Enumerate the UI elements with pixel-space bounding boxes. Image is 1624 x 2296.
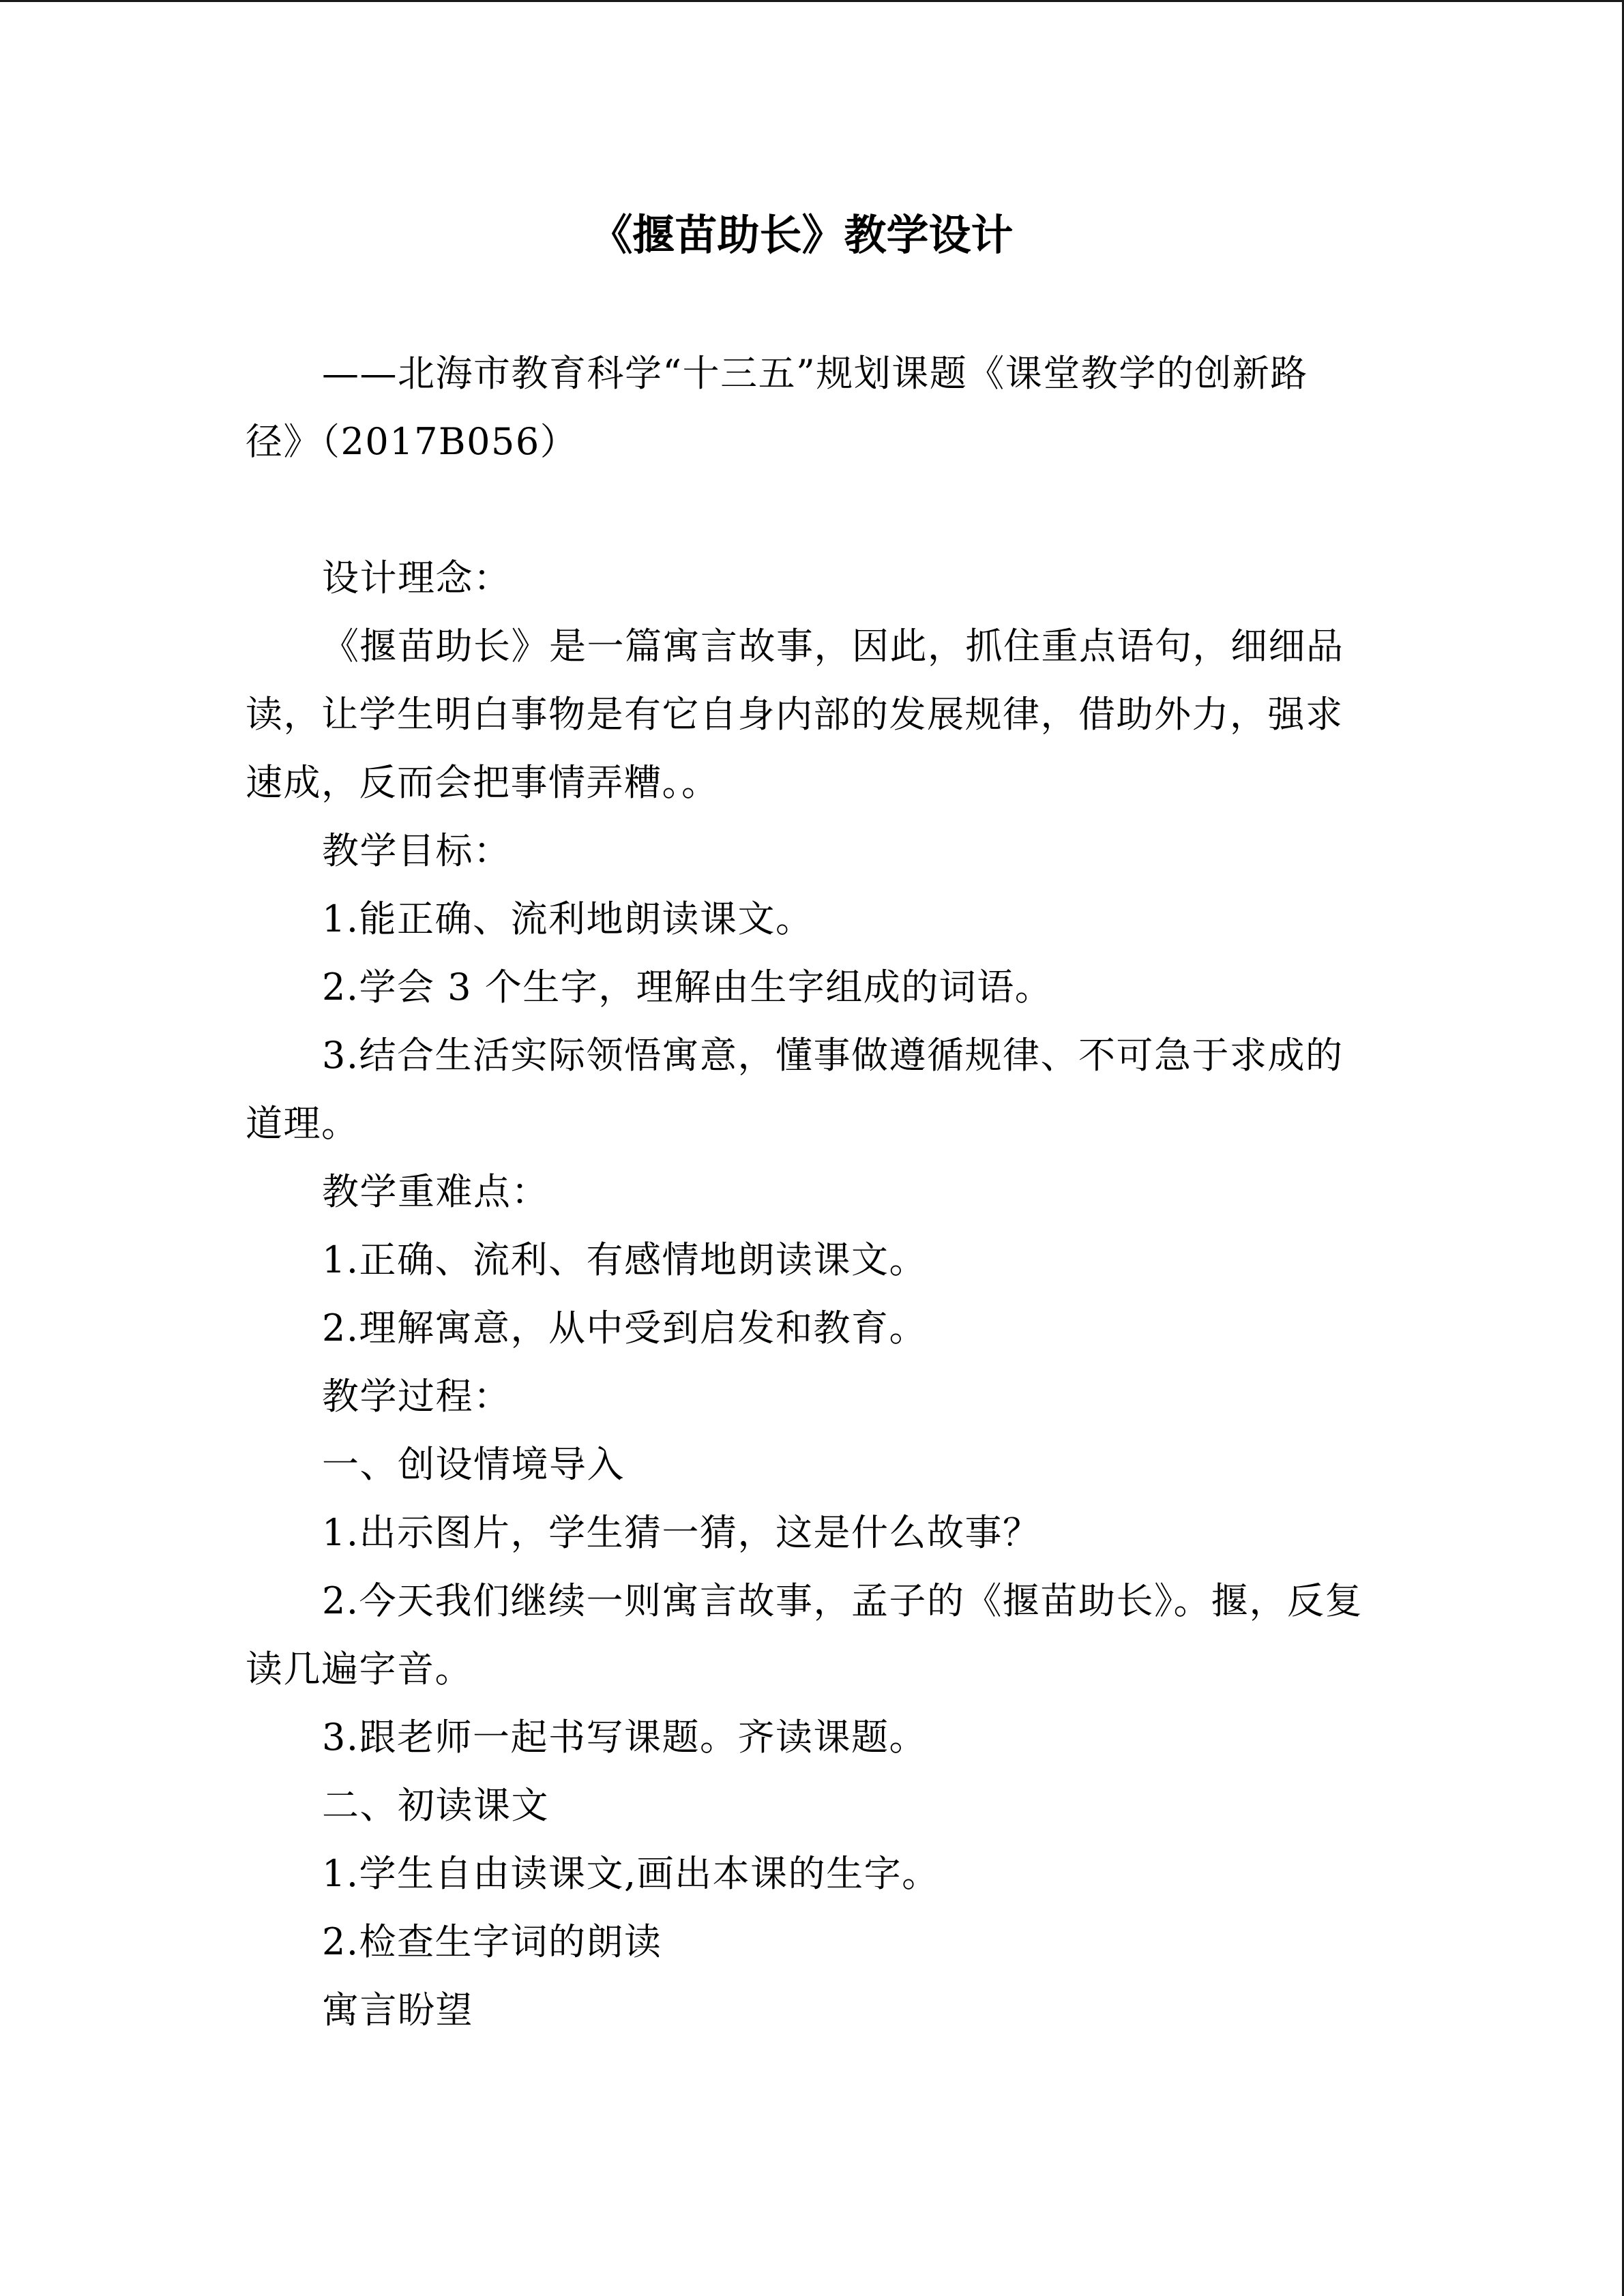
- process-section-1-item-1: 1.出示图片，学生猜一猜，这是什么故事？: [322, 1511, 1041, 1554]
- objective-item-3: 3.结合生活实际领悟寓意，懂事做遵循规律、不可急于求成的: [322, 1034, 1344, 1077]
- key-difficulties-heading: 教学重难点：: [322, 1170, 549, 1213]
- design-concept-paragraph-line-3: 速成，反而会把事情弄糟。。: [246, 761, 720, 804]
- design-concept-heading: 设计理念：: [322, 556, 512, 599]
- process-section-1-item-2: 2.今天我们继续一则寓言故事，孟子的《揠苗助长》。揠，反复: [322, 1579, 1363, 1622]
- process-section-2-heading: 二、初读课文: [322, 1784, 549, 1827]
- process-section-2-item-1: 1.学生自由读课文,画出本课的生字。: [322, 1852, 940, 1895]
- objective-item-2: 2.学会 3 个生字，理解由生字组成的词语。: [322, 966, 1053, 1009]
- design-concept-paragraph-line-2: 读，让学生明白事物是有它自身内部的发展规律，借助外力，强求: [246, 693, 1344, 736]
- process-section-1-heading: 一、创设情境导入: [322, 1443, 625, 1486]
- objective-item-3-continuation: 道理。: [246, 1102, 359, 1145]
- subtitle-line-2: 径》（2017B056）: [246, 420, 578, 463]
- process-section-2-item-2: 2.检查生字词的朗读: [322, 1920, 662, 1963]
- process-heading: 教学过程：: [322, 1375, 512, 1418]
- subtitle-line-1: ——北海市教育科学“十三五”规划课题《课堂教学的创新路: [322, 352, 1308, 395]
- process-section-1-item-3: 3.跟老师一起书写课题。齐读课题。: [322, 1716, 928, 1759]
- objectives-heading: 教学目标：: [322, 829, 512, 872]
- document-title-text: 《揠苗助长》教学设计: [590, 210, 1014, 260]
- key-difficulty-item-2: 2.理解寓意，从中受到启发和教育。: [322, 1307, 928, 1350]
- process-section-1-item-2-continuation: 读几遍字音。: [246, 1648, 473, 1690]
- key-difficulty-item-1: 1.正确、流利、有感情地朗读课文。: [322, 1238, 928, 1281]
- process-section-2-trailing-text: 寓言盼望: [322, 1988, 473, 2031]
- objective-item-1: 1.能正确、流利地朗读课文。: [322, 897, 814, 940]
- design-concept-paragraph-line-1: 《揠苗助长》是一篇寓言故事，因此，抓住重点语句，细细品: [322, 625, 1344, 668]
